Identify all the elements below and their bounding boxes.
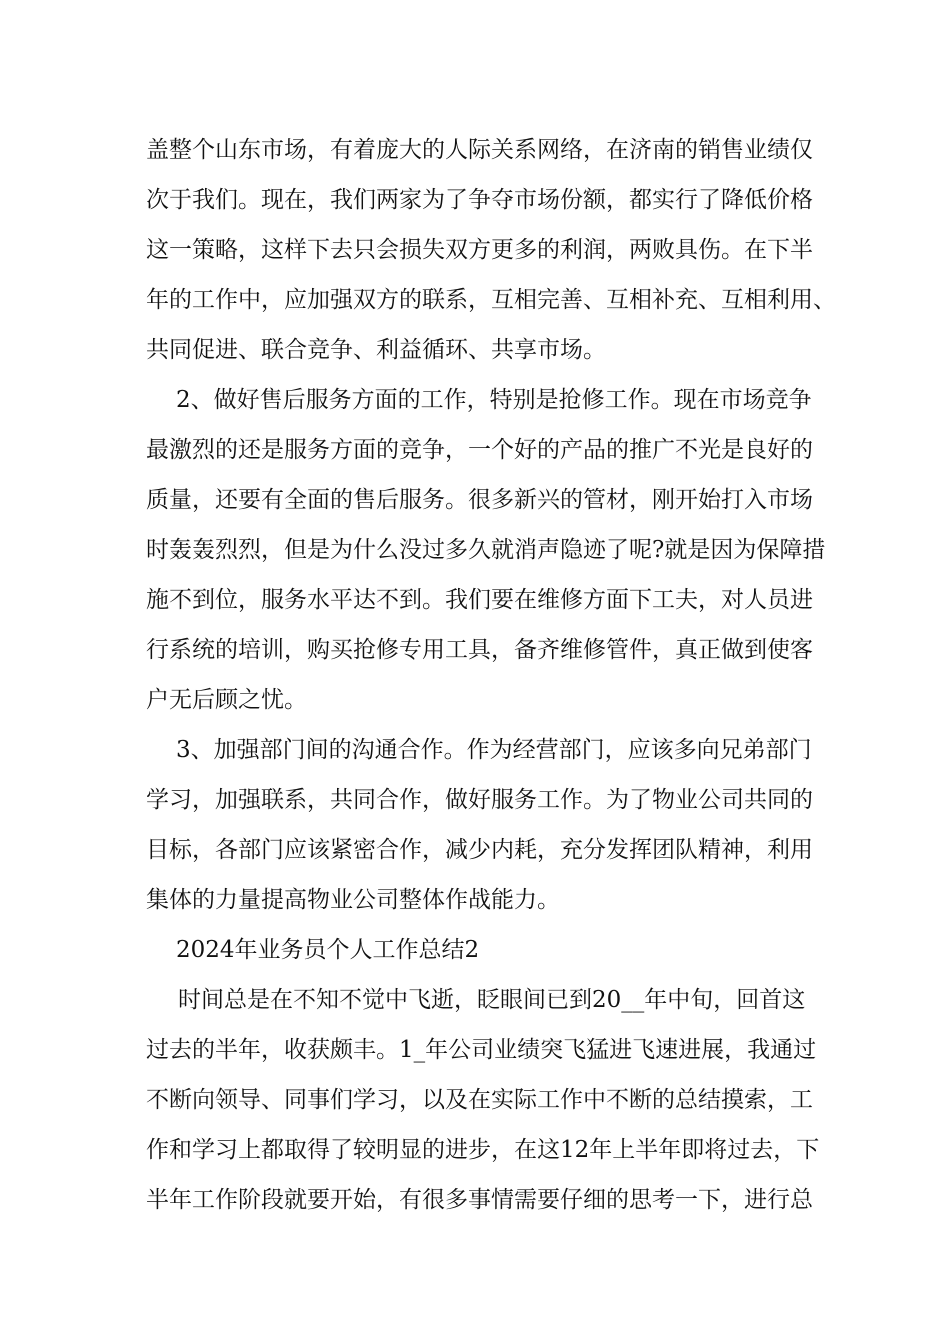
paragraph-line: 户无后顾之忧。 (146, 687, 307, 713)
paragraph-line: 3、加强部门间的沟通合作。作为经营部门，应该多向兄弟部门 (176, 737, 812, 763)
paragraph-line: 目标，各部门应该紧密合作，减少内耗，充分发挥团队精神，利用 (146, 837, 813, 863)
paragraph-line: 学习，加强联系，共同合作，做好服务工作。为了物业公司共同的 (146, 787, 813, 813)
paragraph-line: 作和学习上都取得了较明显的进步，在这12年上半年即将过去，下 (146, 1137, 820, 1163)
paragraph-line: 最激烈的还是服务方面的竞争，一个好的产品的推广不光是良好的 (146, 437, 813, 463)
paragraph-line: 共同促进、联合竞争、利益循环、共享市场。 (146, 337, 606, 363)
paragraph-line: 2、做好售后服务方面的工作，特别是抢修工作。现在市场竞争 (176, 387, 812, 413)
paragraph-line: 质量，还要有全面的售后服务。很多新兴的管材，刚开始打入市场 (146, 487, 813, 513)
section-heading: 2024年业务员个人工作总结2 (176, 937, 480, 963)
paragraph-line: 行系统的培训，购买抢修专用工具，备齐维修管件，真正做到使客 (146, 637, 813, 663)
paragraph-line: 集体的力量提高物业公司整体作战能力。 (146, 887, 560, 913)
paragraph-line: 施不到位，服务水平达不到。我们要在维修方面下工夫，对人员进 (146, 587, 813, 613)
paragraph-line: 半年工作阶段就要开始，有很多事情需要仔细的思考一下，进行总 (146, 1187, 813, 1213)
paragraph-line: 时间总是在不知不觉中飞逝，眨眼间已到20__年中旬，回首这 (178, 987, 806, 1013)
paragraph-line: 次于我们。现在，我们两家为了争夺市场份额，都实行了降低价格 (146, 187, 813, 213)
paragraph-line: 盖整个山东市场，有着庞大的人际关系网络，在济南的销售业绩仅 (146, 137, 813, 163)
paragraph-line: 不断向领导、同事们学习，以及在实际工作中不断的总结摸索，工 (146, 1087, 813, 1113)
paragraph-line: 过去的半年，收获颇丰。1_年公司业绩突飞猛进飞速进展，我通过 (146, 1037, 817, 1063)
paragraph-line: 年的工作中，应加强双方的联系，互相完善、互相补充、互相利用、 (146, 287, 836, 313)
paragraph-line: 这一策略，这样下去只会损失双方更多的利润，两败具伤。在下半 (146, 237, 813, 263)
paragraph-line: 时轰轰烈烈，但是为什么没过多久就消声隐迹了呢?就是因为保障措 (146, 537, 826, 563)
